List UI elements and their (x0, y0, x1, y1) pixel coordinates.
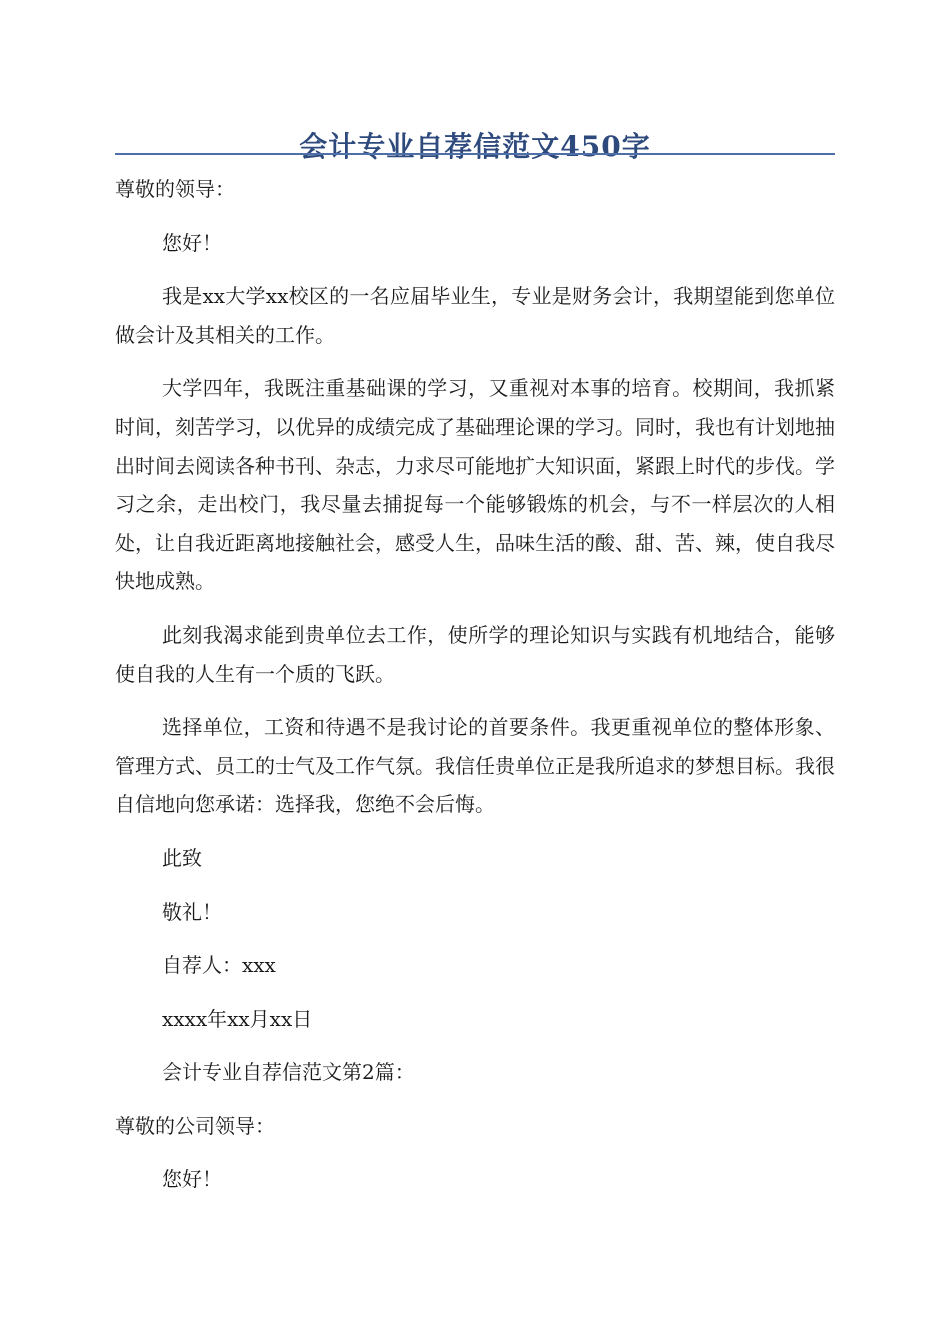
closing-jingli: 敬礼！ (162, 899, 222, 924)
paragraph-study: 大学四年，我既注重基础课的学习，又重视对本事的培育。校期间，我抓紧时间，刻苦学习，以优异的成绩完成了基础理论课的学习。同时，我也有计划地抽出时间去阅读各种书刊、杂志，力求尽可能地扩大知识面，紧跟上时代的步伐。学习之余，走出校门，我尽量去捕捉每一个能够锻炼的机会，与不一样层次的人相处，让自我近距离地接触社会，感受人生，品味生活的酸、甜、苦、辣，使自我尽快地成熟。 (115, 376, 835, 594)
paragraph-desire: 此刻我渴求能到贵单位去工作，使所学的理论知识与实践有机地结合，能够使自我的人生有一个质的飞跃。 (115, 622, 835, 686)
salutation-2: 尊敬的公司领导： (115, 1113, 275, 1138)
document-body (115, 155, 835, 1199)
paragraph-choice: 选择单位，工资和待遇不是我讨论的首要条件。我更重视单位的整体形象、管理方式、员工的士气及工作气氛。我信任贵单位正是我所追求的梦想目标。我很自信地向您承诺：选择我，您绝不会后悔。 (115, 715, 835, 817)
section-heading-2: 会计专业自荐信范文第2篇： (162, 1060, 415, 1085)
closing-cizhi: 此致 (162, 845, 202, 870)
signature: 自荐人：xxx (162, 953, 276, 978)
greeting-2: 您好！ (162, 1167, 222, 1192)
greeting: 您好！ (162, 230, 222, 255)
salutation: 尊敬的领导： (115, 177, 235, 201)
date-line: xxxx年xx月xx日 (162, 1006, 313, 1031)
paragraph-intro: 我是xx大学xx校区的一名应届毕业生，专业是财务会计，我期望能到您单位做会计及其相关的工作。 (115, 284, 835, 347)
document-title: 会计专业自荐信范文450字 (299, 129, 651, 163)
